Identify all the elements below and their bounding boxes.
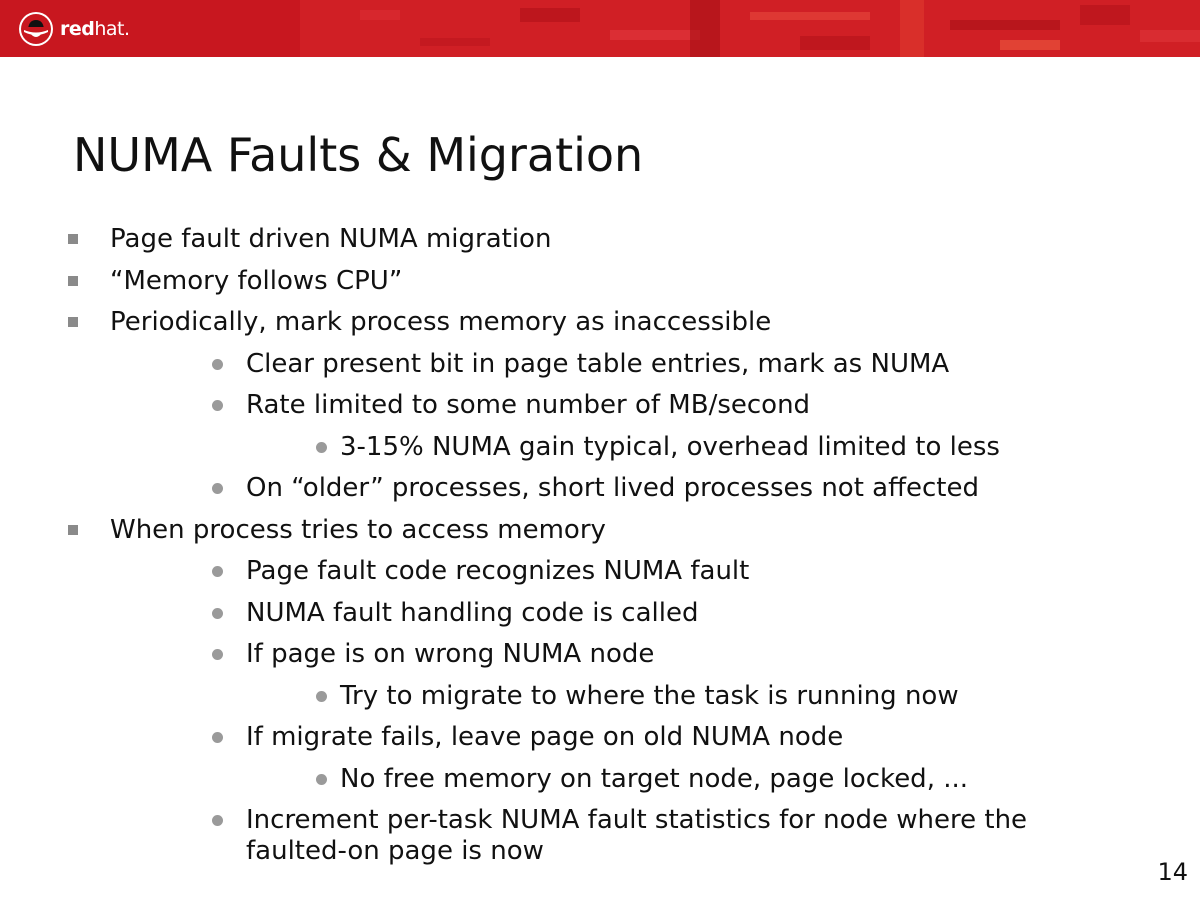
bullet-text-level-2: If page is on wrong NUMA node <box>246 639 655 669</box>
round-bullet-icon <box>212 483 223 494</box>
square-bullet-icon <box>68 276 78 286</box>
round-bullet-icon <box>212 732 223 743</box>
page-number: 14 <box>1157 858 1188 886</box>
bullet-text-level-2: Page fault code recognizes NUMA fault <box>246 556 750 586</box>
round-bullet-icon <box>316 774 327 785</box>
bullet-text-level-3: No free memory on target node, page locked, ... <box>340 763 969 794</box>
redhat-logo <box>18 11 130 47</box>
round-bullet-icon <box>212 815 223 826</box>
logo-text-bold: red <box>60 18 95 40</box>
shadowman-icon <box>18 11 54 47</box>
round-bullet-icon <box>212 359 223 370</box>
bullet-text-level-2: Clear present bit in page table entries, mark as NUMA <box>246 348 950 379</box>
bullet-text-level-2: On “older” processes, short lived processes not affected <box>246 473 979 503</box>
square-bullet-icon <box>68 525 78 535</box>
bullet-text-level-1: Periodically, mark process memory as inaccessible <box>110 307 772 337</box>
redhat-wordmark <box>60 18 130 40</box>
round-bullet-icon <box>212 566 223 577</box>
round-bullet-icon <box>212 400 223 411</box>
bullet-text-level-3: Try to migrate to where the task is running now <box>340 680 959 711</box>
slide-title: NUMA Faults & Migration <box>73 128 644 182</box>
round-bullet-icon <box>316 442 327 453</box>
square-bullet-icon <box>68 234 78 244</box>
round-bullet-icon <box>316 691 327 702</box>
round-bullet-icon <box>212 608 223 619</box>
bullet-text-level-2: If migrate fails, leave page on old NUMA node <box>246 722 844 752</box>
square-bullet-icon <box>68 317 78 327</box>
bullet-text-level-2: Rate limited to some number of MB/second <box>246 390 811 420</box>
bullet-text-level-1: Page fault driven NUMA migration <box>110 224 552 254</box>
round-bullet-icon <box>212 649 223 660</box>
bullet-text-level-2: Increment per-task NUMA fault statistics for node where the <box>246 805 1028 835</box>
logo-text-light: hat. <box>94 18 130 40</box>
bullet-text-level-1: When process tries to access memory <box>110 514 606 545</box>
bullet-text-level-cont: faulted-on page is now <box>246 836 544 866</box>
bullet-text-level-2: NUMA fault handling code is called <box>246 597 699 628</box>
header-pattern <box>0 0 1200 57</box>
bullet-text-level-1: “Memory follows CPU” <box>110 265 403 296</box>
bullet-text-level-3: 3-15% NUMA gain typical, overhead limited to less <box>340 431 1000 462</box>
header-banner <box>0 0 1200 57</box>
